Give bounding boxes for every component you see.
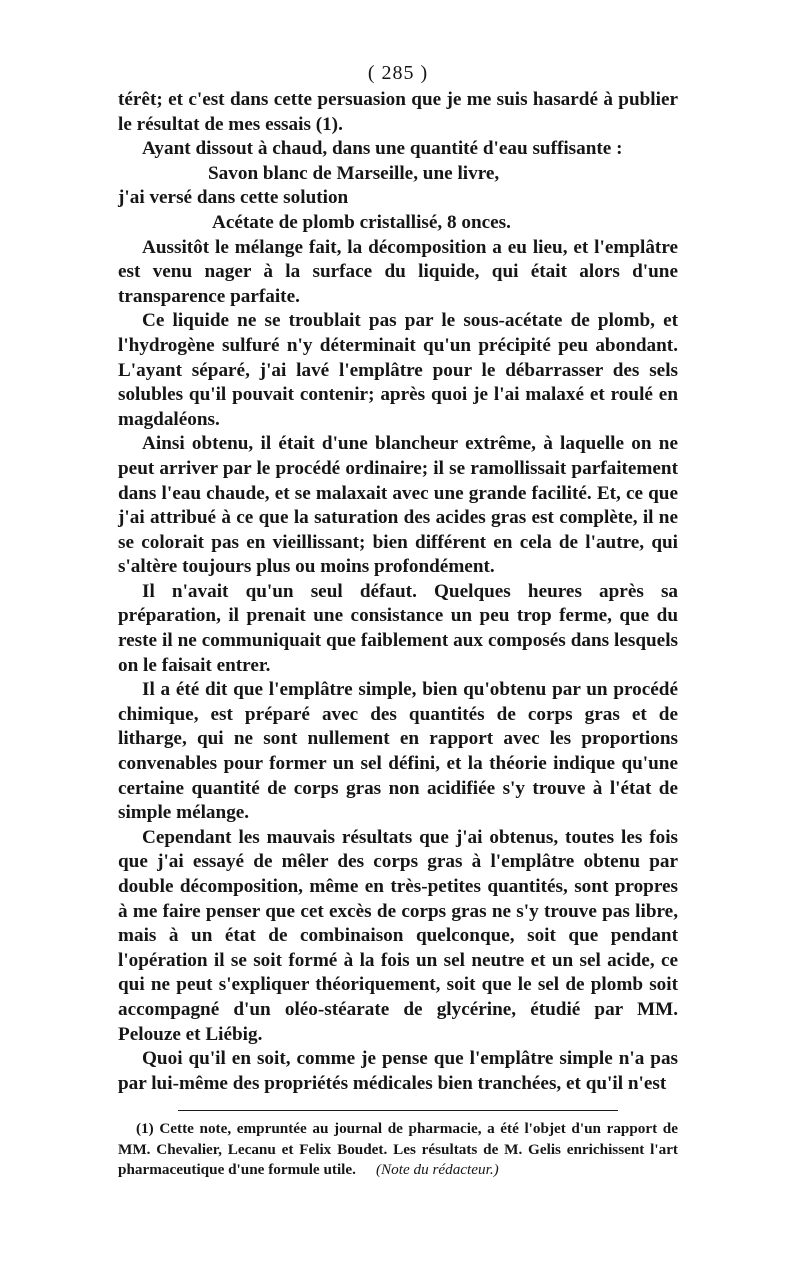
footnote-text: (1) Cette note, empruntée au journal de pharmacie, a été l'objet d'un rapport de MM. Chevalier, Lecanu et Felix Boudet. Les résultats de M. Gelis enrichissent l'art pharmaceutique d'une formule utile.	[118, 1120, 678, 1179]
body-text	[118, 88, 678, 1096]
paragraph-bad-results: Cependant les mauvais résultats que j'ai obtenus, toutes les fois que j'ai essayé de mêler des corps gras à l'emplâtre obtenu par double décomposition, même en très-petites quantités, sont propres à me faire penser que cet excès de corps gras ne s'y trouve pas libre, mais à un état de combinaison quelconque, soit que pendant l'opération il se soit formé à la fois un sel neutre et un sel acide, ce qui ne peut s'expliquer théoriquement, soit que le sel de plomb soit accompagné d'un oléo-stéarate de glycérine, étudié par MM. Pelouze et Liébig.	[118, 826, 678, 1045]
footnote-credit: (Note du rédacteur.)	[375, 1161, 499, 1179]
footnote	[118, 1119, 678, 1181]
paragraph-recipe-intro: Ayant dissout à chaud, dans une quantité d'eau suffisante :	[142, 138, 623, 160]
paragraph-continuation: térêt; et c'est dans cette persuasion que je me suis hasardé à publier le résultat de mes essais (1).	[118, 89, 678, 135]
book-page	[118, 60, 678, 1181]
footnote-divider	[178, 1110, 618, 1111]
paragraph-conclusion: Quoi qu'il en soit, comme je pense que l'emplâtre simple n'a pas par lui-même des propriétés médicales bien tranchées, et qu'il n'est	[118, 1048, 678, 1094]
recipe-ingredient-soap: Savon blanc de Marseille, une livre,	[208, 162, 500, 184]
paragraph-defect: Il n'avait qu'un seul défaut. Quelques heures après sa préparation, il prenait une consistance un peu trop ferme, que du reste il ne communiquait que faiblement aux composés dans lesquels on le faisait entrer.	[118, 580, 678, 676]
paragraph-recipe-step: j'ai versé dans cette solution	[118, 187, 349, 209]
recipe-ingredient-lead-acetate: Acétate de plomb cristallisé, 8 onces.	[212, 211, 511, 233]
paragraph-liquid: Ce liquide ne se troublait pas par le sous-acétate de plomb, et l'hydrogène sulfuré n'y déterminait qu'un précipité peu abondant. L'ayant séparé, j'ai lavé l'emplâtre pour le débarrasser des sels solubles qu'il pouvait contenir; après quoi je l'ai malaxé et roulé en magdaléons.	[118, 310, 678, 430]
page-number: ( 285 )	[367, 62, 429, 84]
paragraph-whiteness: Ainsi obtenu, il était d'une blancheur extrême, à laquelle on ne peut arriver par le procédé ordinaire; il se ramollissait parfaitement dans l'eau chaude, et se malaxait avec une grande facilité. Et, ce que j'ai attribué à ce que la saturation des acides gras est complète, il ne se colorait pas en vieillissant; bien différent en cela de l'autre, qui s'altère toujours plus ou moins profondément.	[118, 433, 678, 578]
paragraph-decomposition: Aussitôt le mélange fait, la décomposition a eu lieu, et l'emplâtre est venu nager à la surface du liquide, qui était alors d'une transparence parfaite.	[118, 236, 678, 307]
paragraph-simple-plaster: Il a été dit que l'emplâtre simple, bien qu'obtenu par un procédé chimique, est préparé avec des quantités de corps gras et de litharge, qui ne sont nullement en rapport avec les proportions convenables pour former un sel défini, et la théorie indique qu'une certaine quantité de corps gras non acidifiée s'y trouve à l'état de simple mélange.	[118, 679, 678, 824]
